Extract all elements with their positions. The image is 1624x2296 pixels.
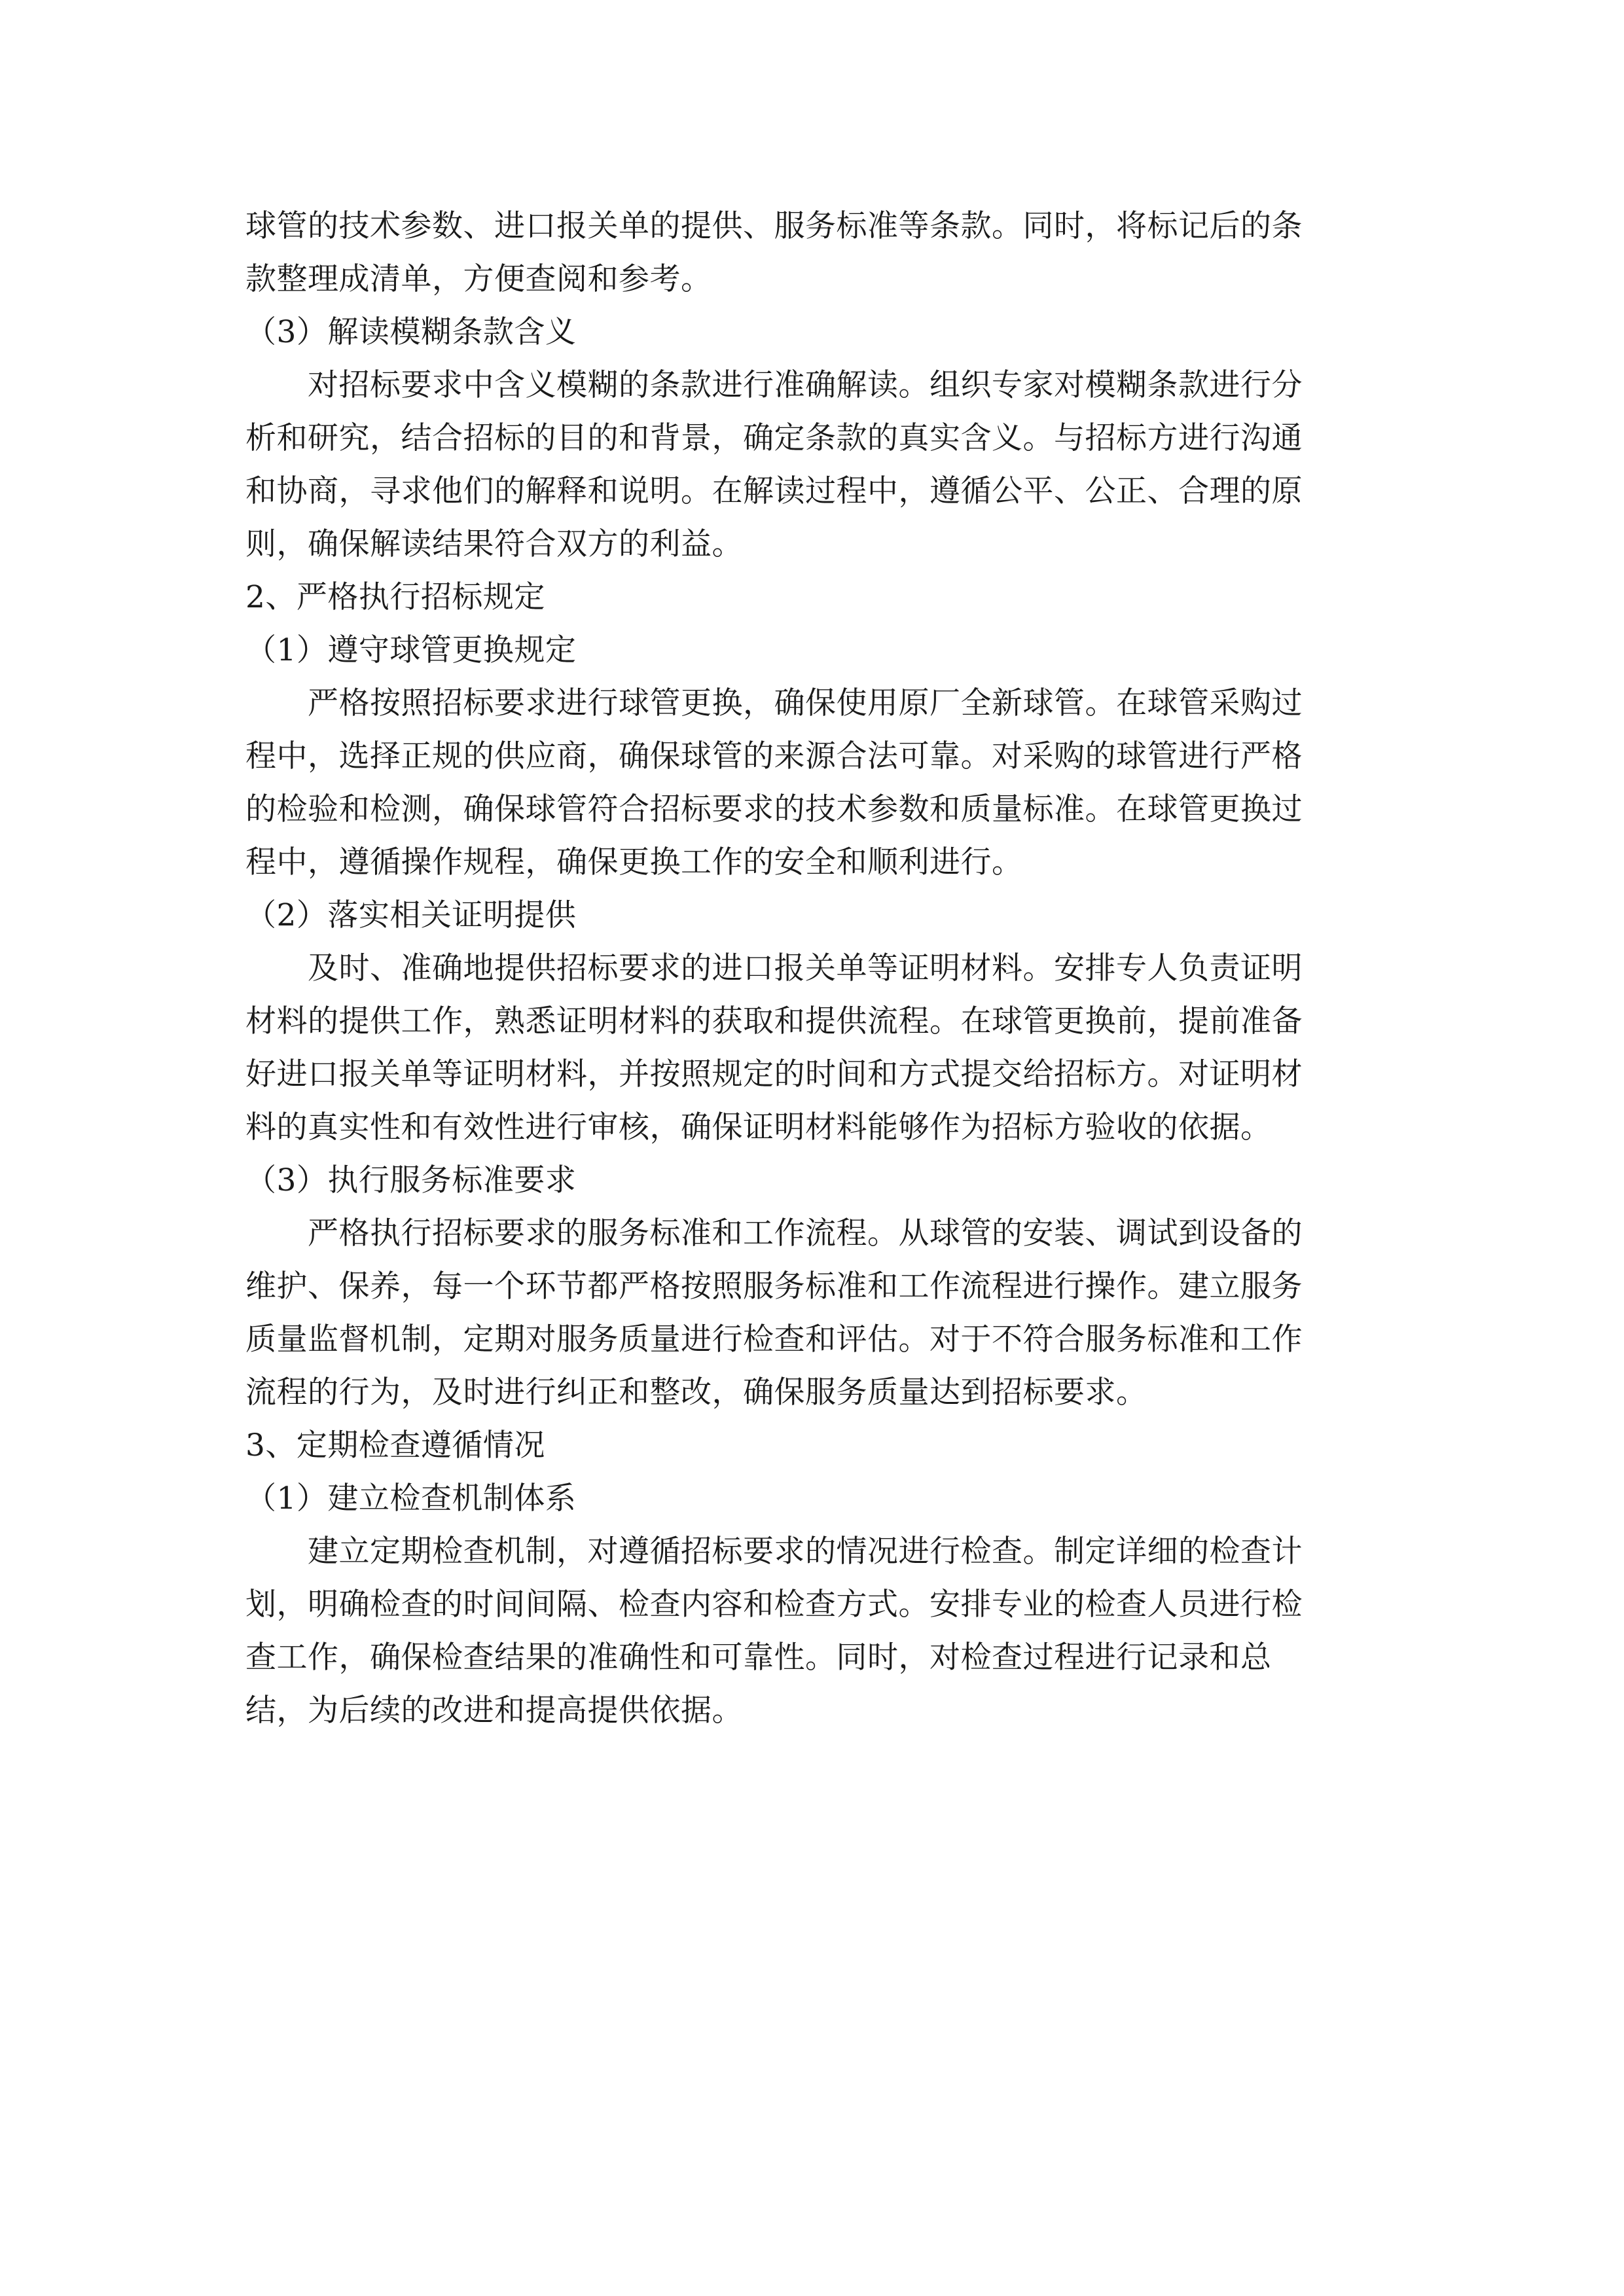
text-line: 则，确保解读结果符合双方的利益。 [245,526,743,562]
subheading-inspection-mechanism [245,1472,1368,1525]
text-line: 程中，选择正规的供应商，确保球管的来源合法可靠。对采购的球管进行严格 [245,738,1303,774]
text-line: 流程的行为，及时进行纠正和整改，确保服务质量达到招标要求。 [245,1374,1147,1410]
text-line: 和协商，寻求他们的解释和说明。在解读过程中，遵循公平、公正、合理的原 [245,473,1303,509]
text-line: 维护、保养，每一个环节都严格按照服务标准和工作流程进行操作。建立服务 [245,1268,1303,1304]
text-line: 料的真实性和有效性进行审核，确保证明材料能够作为招标方验收的依据。 [245,1109,1272,1145]
text-line: 的检验和检测，确保球管符合招标要求的技术参数和质量标准。在球管更换过 [245,791,1303,827]
text-line: 结，为后续的改进和提高提供依据。 [245,1693,743,1729]
subheading-text: （3）解读模糊条款含义 [245,314,577,350]
text-line: 查工作，确保检查结果的准确性和可靠性。同时，对检查过程进行记录和总 [245,1640,1272,1676]
paragraph-tube-replacement [245,677,1368,889]
text-line: 对招标要求中含义模糊的条款进行准确解读。组织专家对模糊条款进行分 [308,367,1303,403]
document-body [245,200,1368,1737]
paragraph-continuation [245,200,1368,306]
subheading-text: （3）执行服务标准要求 [245,1162,577,1198]
subheading-text: （2）落实相关证明提供 [245,897,577,933]
text-line: 款整理成清单，方便查阅和参考。 [245,261,712,297]
paragraph-service-standards [245,1207,1368,1419]
subheading-text: （1）建立检查机制体系 [245,1480,577,1516]
section-heading-3 [245,1419,1368,1472]
subheading-tube-replacement [245,624,1368,677]
paragraph-interpret [245,359,1368,571]
text-line: 划，明确检查的时间间隔、检查内容和检查方式。安排专业的检查人员进行检 [245,1587,1303,1623]
text-line: 严格按照招标要求进行球管更换，确保使用原厂全新球管。在球管采购过 [308,685,1303,721]
text-line: 质量监督机制，定期对服务质量进行检查和评估。对于不符合服务标准和工作 [245,1321,1303,1357]
subheading-text: （1）遵守球管更换规定 [245,632,577,668]
text-line: 材料的提供工作，熟悉证明材料的获取和提供流程。在球管更换前，提前准备 [245,1003,1303,1039]
text-line: 严格执行招标要求的服务标准和工作流程。从球管的安装、调试到设备的 [308,1215,1303,1251]
text-line: 建立定期检查机制，对遵循招标要求的情况进行检查。制定详细的检查计 [308,1534,1303,1570]
paragraph-certificates [245,942,1368,1154]
subheading-interpret-ambiguous [245,306,1368,359]
subheading-service-standards [245,1154,1368,1207]
subheading-certificates [245,889,1368,942]
section-heading-2 [245,571,1368,624]
text-line: 及时、准确地提供招标要求的进口报关单等证明材料。安排专人负责证明 [308,950,1303,986]
text-line: 球管的技术参数、进口报关单的提供、服务标准等条款。同时，将标记后的条 [245,208,1303,244]
text-line: 好进口报关单等证明材料，并按照规定的时间和方式提交给招标方。对证明材 [245,1056,1303,1092]
text-line: 析和研究，结合招标的目的和背景，确定条款的真实含义。与招标方进行沟通 [245,420,1303,456]
heading-text: 3、定期检查遵循情况 [245,1427,545,1463]
heading-text: 2、严格执行招标规定 [245,579,545,615]
text-line: 程中，遵循操作规程，确保更换工作的安全和顺利进行。 [245,844,1023,880]
paragraph-inspection-mechanism [245,1525,1368,1737]
